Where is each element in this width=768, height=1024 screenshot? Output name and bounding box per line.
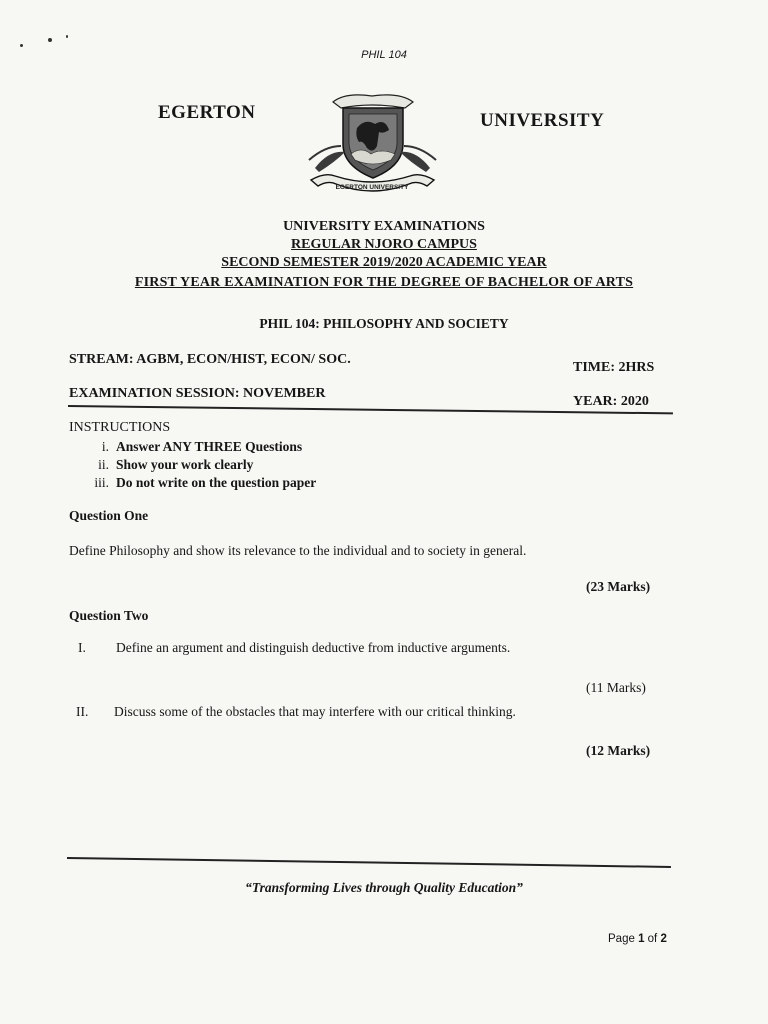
question-one-marks: (23 Marks) [586,579,651,594]
instruction-item [69,474,316,492]
question-two-part-2-marks: (12 Marks) [586,743,651,758]
question-two-part-2 [76,704,516,720]
instruction-item [69,456,316,474]
instruction-number: i. [101,439,109,454]
scan-speck [66,35,68,38]
exam-title-line3: SECOND SEMESTER 2019/2020 ACADEMIC YEAR [221,255,547,270]
page-prefix: Page [608,933,639,945]
part-number: I. [78,640,86,655]
instruction-item [69,438,316,456]
instructions-heading: INSTRUCTIONS [69,420,171,435]
stream-info: STREAM: AGBM, ECON/HIST, ECON/ SOC. [69,352,351,367]
exam-title-line4: FIRST YEAR EXAMINATION FOR THE DEGREE OF BACHELOR OF ARTS [134,275,634,290]
session-info: EXAMINATION SESSION: NOVEMBER [69,386,326,401]
instruction-text: Answer ANY THREE Questions [116,439,303,454]
question-two-part-1 [78,640,510,656]
part-text: Define an argument and distinguish deductive from inductive arguments. [116,640,511,655]
question-two-part-1-marks: (11 Marks) [586,680,646,695]
exam-title-line1: UNIVERSITY EXAMINATIONS [283,219,485,234]
university-motto: “Transforming Lives through Quality Education” [245,880,523,895]
instruction-text: Show your work clearly [116,457,254,472]
scan-speck [20,44,23,47]
instruction-number: ii. [98,457,109,472]
part-number: II. [76,704,89,719]
page-total: 2 [660,933,667,945]
time-info: TIME: 2HRS [573,360,655,375]
question-two-heading: Question Two [69,608,149,623]
exam-title-line2: REGULAR NJORO CAMPUS [291,237,477,252]
course-title: PHIL 104: PHILOSOPHY AND SOCIETY [259,316,509,331]
university-crest-logo [305,88,440,200]
question-one-text: Define Philosophy and show its relevance to the individual and to society in general. [69,543,527,558]
year-info: YEAR: 2020 [573,394,649,409]
question-one-heading: Question One [69,508,149,523]
footer-divider [67,857,671,868]
institution-name-right: UNIVERSITY [480,110,605,131]
instruction-text: Do not write on the question paper [116,475,317,490]
crest-banner-text: EGERTON UNIVERSITY [335,184,409,191]
page-mid: of [644,933,661,945]
page-current: 1 [638,933,645,945]
scan-speck [48,38,52,42]
part-text: Discuss some of the obstacles that may interfere with our critical thinking. [114,704,516,719]
page-number [608,933,667,945]
institution-name-left: EGERTON [158,102,256,123]
instructions-list [69,438,316,492]
instruction-number: iii. [94,475,109,490]
course-code-header: PHIL 104 [361,49,407,61]
